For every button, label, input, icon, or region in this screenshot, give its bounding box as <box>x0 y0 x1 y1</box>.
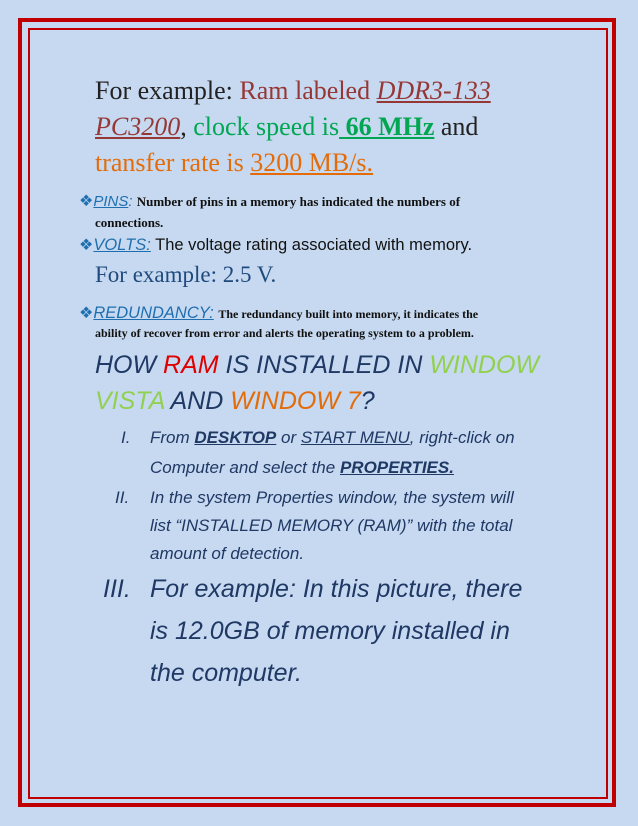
step-3-line-2: is 12.0GB of memory installed in <box>150 617 510 645</box>
redundancy-description-line-2: ability of recover from error and alerts the operating system to a problem. <box>95 326 474 340</box>
step-1-text-d: Computer and select the <box>150 458 340 477</box>
redundancy-description: The redundancy built into memory, it indicates the <box>218 307 479 321</box>
diamond-bullet-icon: ❖ <box>79 305 94 322</box>
example-line-3 <box>95 148 373 178</box>
pins-description: Number of pins in a memory has indicated the numbers of <box>136 194 461 209</box>
step-3-line-1: For example: In this picture, there <box>150 575 523 603</box>
step-2-number: II. <box>115 488 130 507</box>
redundancy-bullet-line <box>79 303 478 323</box>
diamond-bullet-icon: ❖ <box>79 237 94 254</box>
heading-vista: VISTA <box>95 387 165 415</box>
step-3-line-3: the computer. <box>150 659 302 687</box>
volts-description: The voltage rating associated with memory. <box>155 236 473 254</box>
step-1-number: I. <box>121 428 131 447</box>
volts-term: VOLTS: <box>93 236 151 254</box>
pins-term: PINS: <box>93 193 133 210</box>
install-heading-line-1 <box>95 351 539 380</box>
step-1-properties: PROPERTIES. <box>339 458 454 477</box>
heading-window: WINDOW <box>429 351 540 379</box>
step-2-line-3: amount of detection. <box>150 544 305 563</box>
transfer-rate-value: 3200 MB/s. <box>250 148 374 177</box>
step-1-text-b: or <box>276 428 301 447</box>
clock-speed-text: clock speed is <box>186 112 340 141</box>
step-1-start-menu: START MENU <box>300 428 410 447</box>
volts-bullet-line <box>79 235 472 255</box>
volts-example: For example: 2.5 V. <box>95 262 277 287</box>
heading-ram: RAM <box>163 351 219 379</box>
pc-label-text: PC3200 <box>95 112 181 141</box>
step-1-text-c: , right-click on <box>409 428 515 447</box>
ram-model-text: DDR3-133 <box>376 76 491 105</box>
and-text: and <box>434 112 479 141</box>
step-1-desktop: DESKTOP <box>194 428 277 447</box>
step-3-number: III. <box>103 575 131 603</box>
step-1-line-2 <box>150 458 454 478</box>
heading-and: AND <box>164 387 231 415</box>
clock-speed-value: 66 MHz <box>339 112 435 141</box>
step-1-line-1 <box>150 428 515 448</box>
heading-question: ? <box>360 387 375 415</box>
pins-bullet-line <box>79 191 460 211</box>
ram-labeled-text: Ram labeled <box>239 76 377 105</box>
pins-description-line-2: connections. <box>95 215 164 230</box>
heading-window7: WINDOW 7 <box>230 387 361 415</box>
step-2-line-2: list “INSTALLED MEMORY (RAM)” with the total <box>150 516 513 535</box>
diamond-bullet-icon: ❖ <box>79 193 94 210</box>
comma-text: , <box>180 112 187 141</box>
example-line-2 <box>95 112 478 142</box>
example-line-1 <box>95 76 491 106</box>
install-heading-line-2 <box>95 387 375 416</box>
heading-how: HOW <box>95 351 164 379</box>
redundancy-term: REDUNDANCY: <box>93 304 214 322</box>
example-prefix: For example: <box>95 76 240 105</box>
heading-installed: IS INSTALLED IN <box>218 351 430 379</box>
step-1-text-a: From <box>150 428 195 447</box>
transfer-rate-text: transfer rate is <box>95 148 251 177</box>
step-2-line-1: In the system Properties window, the system will <box>150 488 514 507</box>
